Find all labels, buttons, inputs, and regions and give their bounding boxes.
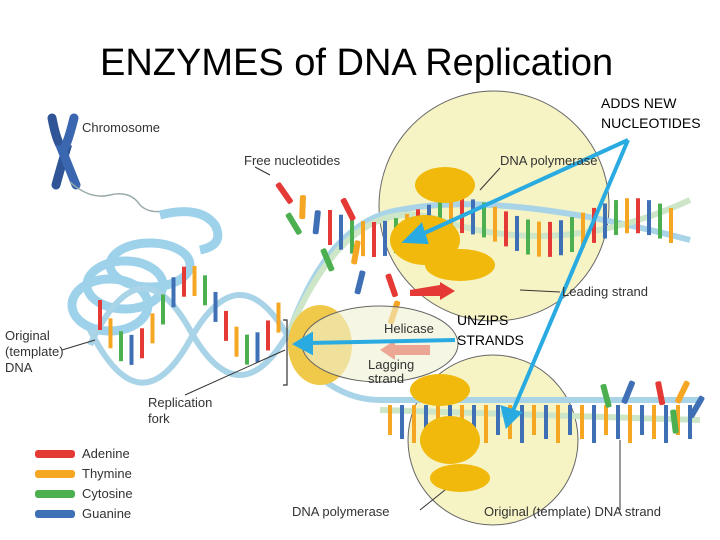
legend-swatch-adenine (35, 450, 75, 458)
annotation-unzips-strands: UNZIPS STRANDS (457, 312, 524, 348)
legend-label-thymine: Thymine (82, 466, 132, 481)
legend-swatch-cytosine (35, 490, 75, 498)
legend-swatch-guanine (35, 510, 75, 518)
label-replication: Replication (148, 395, 213, 410)
legend-swatch-thymine (35, 470, 75, 478)
label-chromosome: Chromosome (82, 120, 161, 135)
label-strand: strand (368, 371, 405, 386)
label-free-nucleotides: Free nucleotides (244, 153, 341, 168)
legend-label-adenine: Adenine (82, 446, 130, 461)
label-dna-polymerase-bottom: DNA polymerase (292, 504, 390, 519)
free-nucleotide (354, 270, 366, 295)
free-nucleotide (275, 182, 294, 205)
label-original-1: Original (5, 328, 50, 343)
base-legend (35, 446, 133, 521)
legend-label-cytosine: Cytosine (82, 486, 133, 501)
chromatin-coil (70, 182, 170, 212)
free-nucleotide (600, 383, 612, 408)
label-fork: fork (148, 411, 170, 426)
label-original-2: (template) (5, 344, 64, 359)
legend-label-guanine: Guanine (82, 506, 132, 521)
label-original-template-strand: Original (template) DNA strand (484, 504, 662, 519)
annotation-adds-nucleotides: ADDS NEW NUCLEOTIDES (601, 95, 701, 131)
label-helicase: Helicase (384, 321, 434, 336)
free-nucleotide (312, 210, 320, 234)
free-nucleotide (299, 195, 306, 219)
chromosome-icon (52, 118, 76, 185)
slide-title: ENZYMES of DNA Replication (100, 42, 614, 84)
label-lagging: Lagging (368, 357, 415, 372)
label-dna-polymerase-top: DNA polymerase (500, 153, 598, 168)
free-nucleotide (385, 273, 398, 298)
label-leading-strand: Leading strand (562, 284, 649, 299)
label-original-3: DNA (5, 360, 33, 375)
